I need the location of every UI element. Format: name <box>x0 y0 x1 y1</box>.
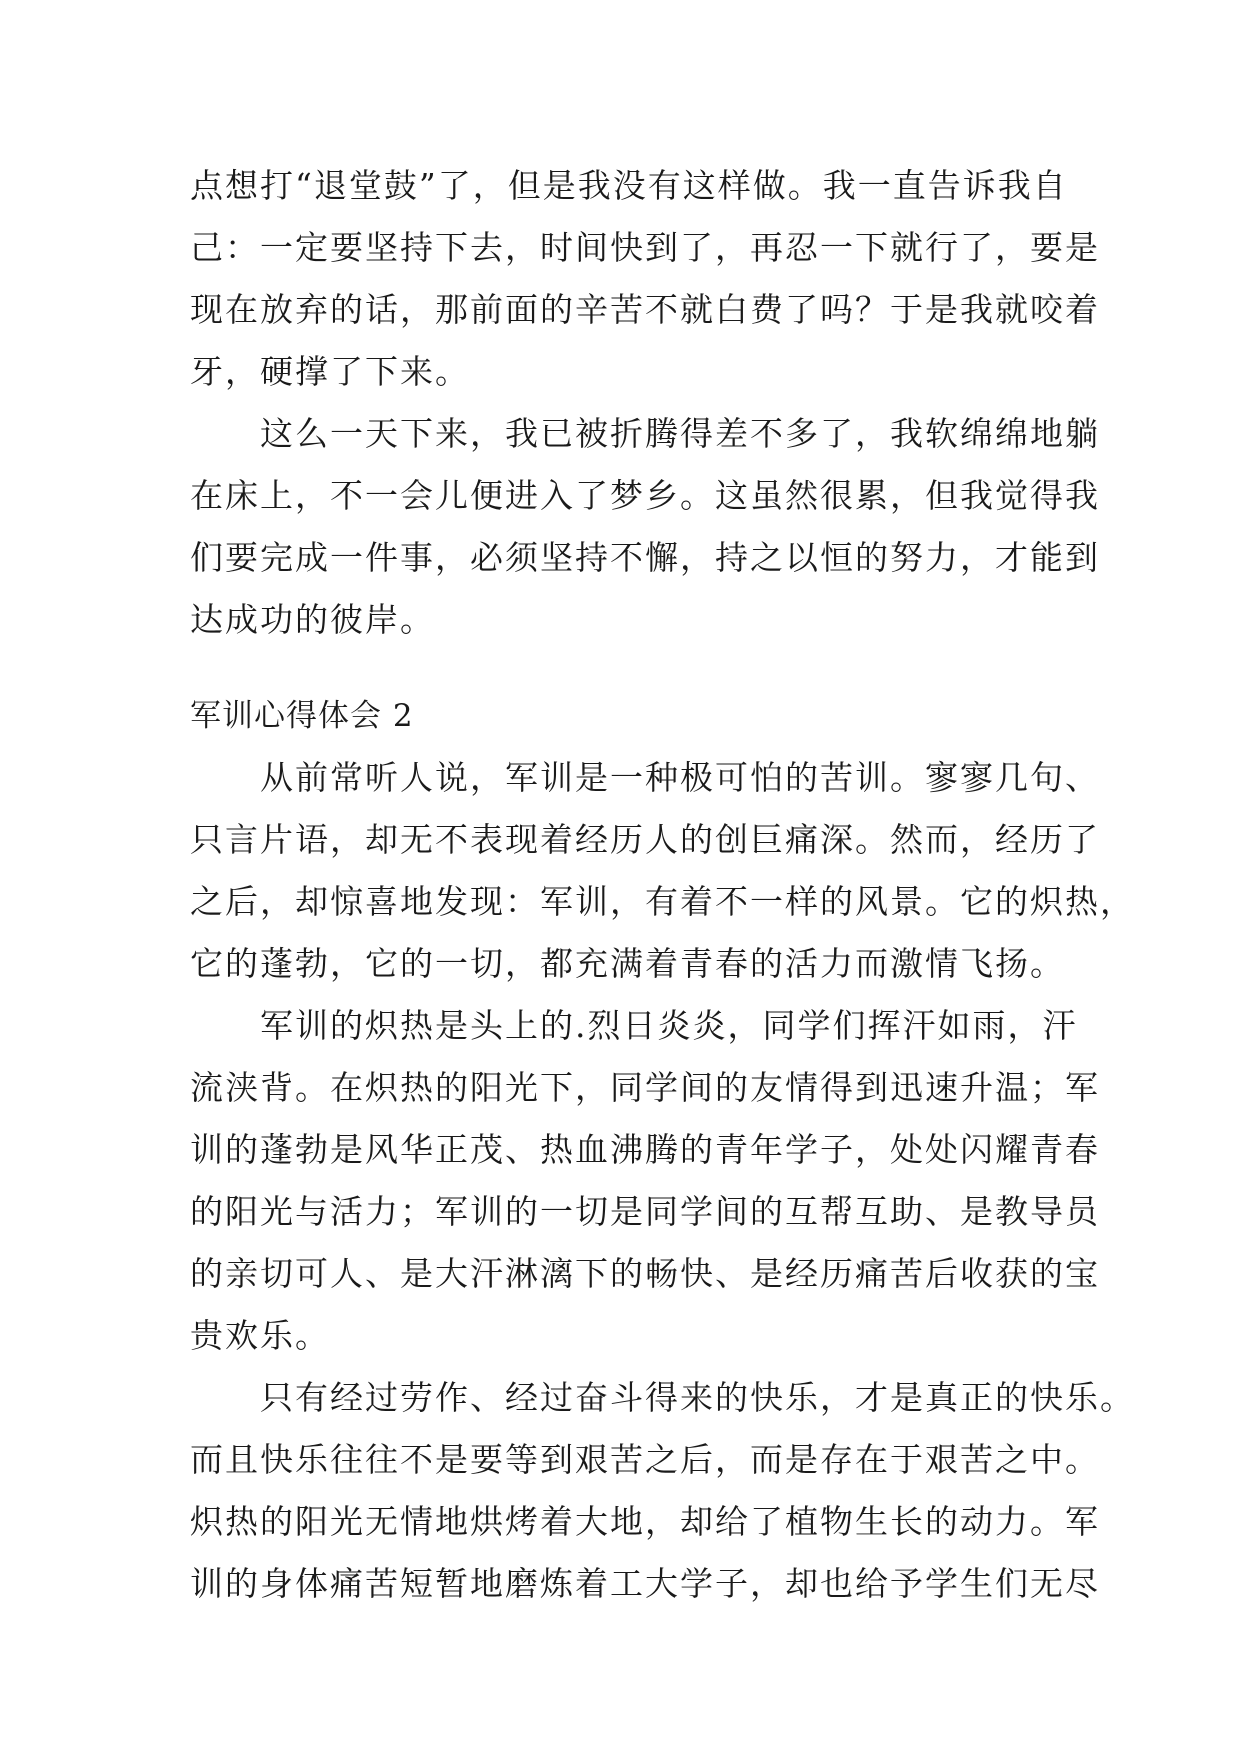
paragraph-line: 而且快乐往往不是要等到艰苦之后，而是存在于艰苦之中。 <box>190 1440 1100 1479</box>
paragraph-line: 们要完成一件事，必须坚持不懈，持之以恒的努力，才能到 <box>190 538 1100 577</box>
paragraph-line: 只有经过劳作、经过奋斗得来的快乐，才是真正的快乐。 <box>260 1378 1135 1417</box>
paragraph-line: 之后，却惊喜地发现：军训，有着不一样的风景。它的炽热， <box>190 882 1135 921</box>
paragraph-line: 从前常听人说，军训是一种极可怕的苦训。寥寥几句、 <box>260 758 1100 797</box>
paragraph-line: 己：一定要坚持下去，时间快到了，再忍一下就行了，要是 <box>190 228 1100 267</box>
paragraph-line: 贵欢乐。 <box>190 1316 330 1355</box>
paragraph-line: 这么一天下来，我已被折腾得差不多了，我软绵绵地躺 <box>260 414 1100 453</box>
paragraph-line: 在床上，不一会儿便进入了梦乡。这虽然很累，但我觉得我 <box>190 476 1100 515</box>
section-1-text <box>190 155 1100 651</box>
paragraph-line: 训的身体痛苦短暂地磨炼着工大学子，却也给予学生们无尽 <box>190 1564 1100 1603</box>
paragraph-line: 只言片语，却无不表现着经历人的创巨痛深。然而，经历了 <box>190 820 1100 859</box>
section-2-text <box>190 747 1135 1615</box>
paragraph-line: 达成功的彼岸。 <box>190 600 435 639</box>
paragraph-line: 牙，硬撑了下来。 <box>190 352 470 391</box>
paragraph-line: 的亲切可人、是大汗淋漓下的畅快、是经历痛苦后收获的宝 <box>190 1254 1100 1293</box>
paragraph-line: 它的蓬勃，它的一切，都充满着青春的活力而激情飞扬。 <box>190 944 1065 983</box>
paragraph-line: 军训的炽热是头上的.烈日炎炎，同学们挥汗如雨，汗 <box>260 1006 1078 1045</box>
paragraph-line: 的阳光与活力；军训的一切是同学间的互帮互助、是教导员 <box>190 1192 1100 1231</box>
paragraph-line: 炽热的阳光无情地烘烤着大地，却给了植物生长的动力。军 <box>190 1502 1100 1541</box>
paragraph-line: 现在放弃的话，那前面的辛苦不就白费了吗？于是我就咬着 <box>190 290 1100 329</box>
paragraph-line: 流浃背。在炽热的阳光下，同学间的友情得到迅速升温；军 <box>190 1068 1100 1107</box>
paragraph-line: 点想打“退堂鼓”了，但是我没有这样做。我一直告诉我自 <box>190 166 1068 205</box>
paragraph-line: 训的蓬勃是风华正茂、热血沸腾的青年学子，处处闪耀青春 <box>190 1130 1100 1169</box>
section-heading: 军训心得体会 2 <box>190 698 414 734</box>
